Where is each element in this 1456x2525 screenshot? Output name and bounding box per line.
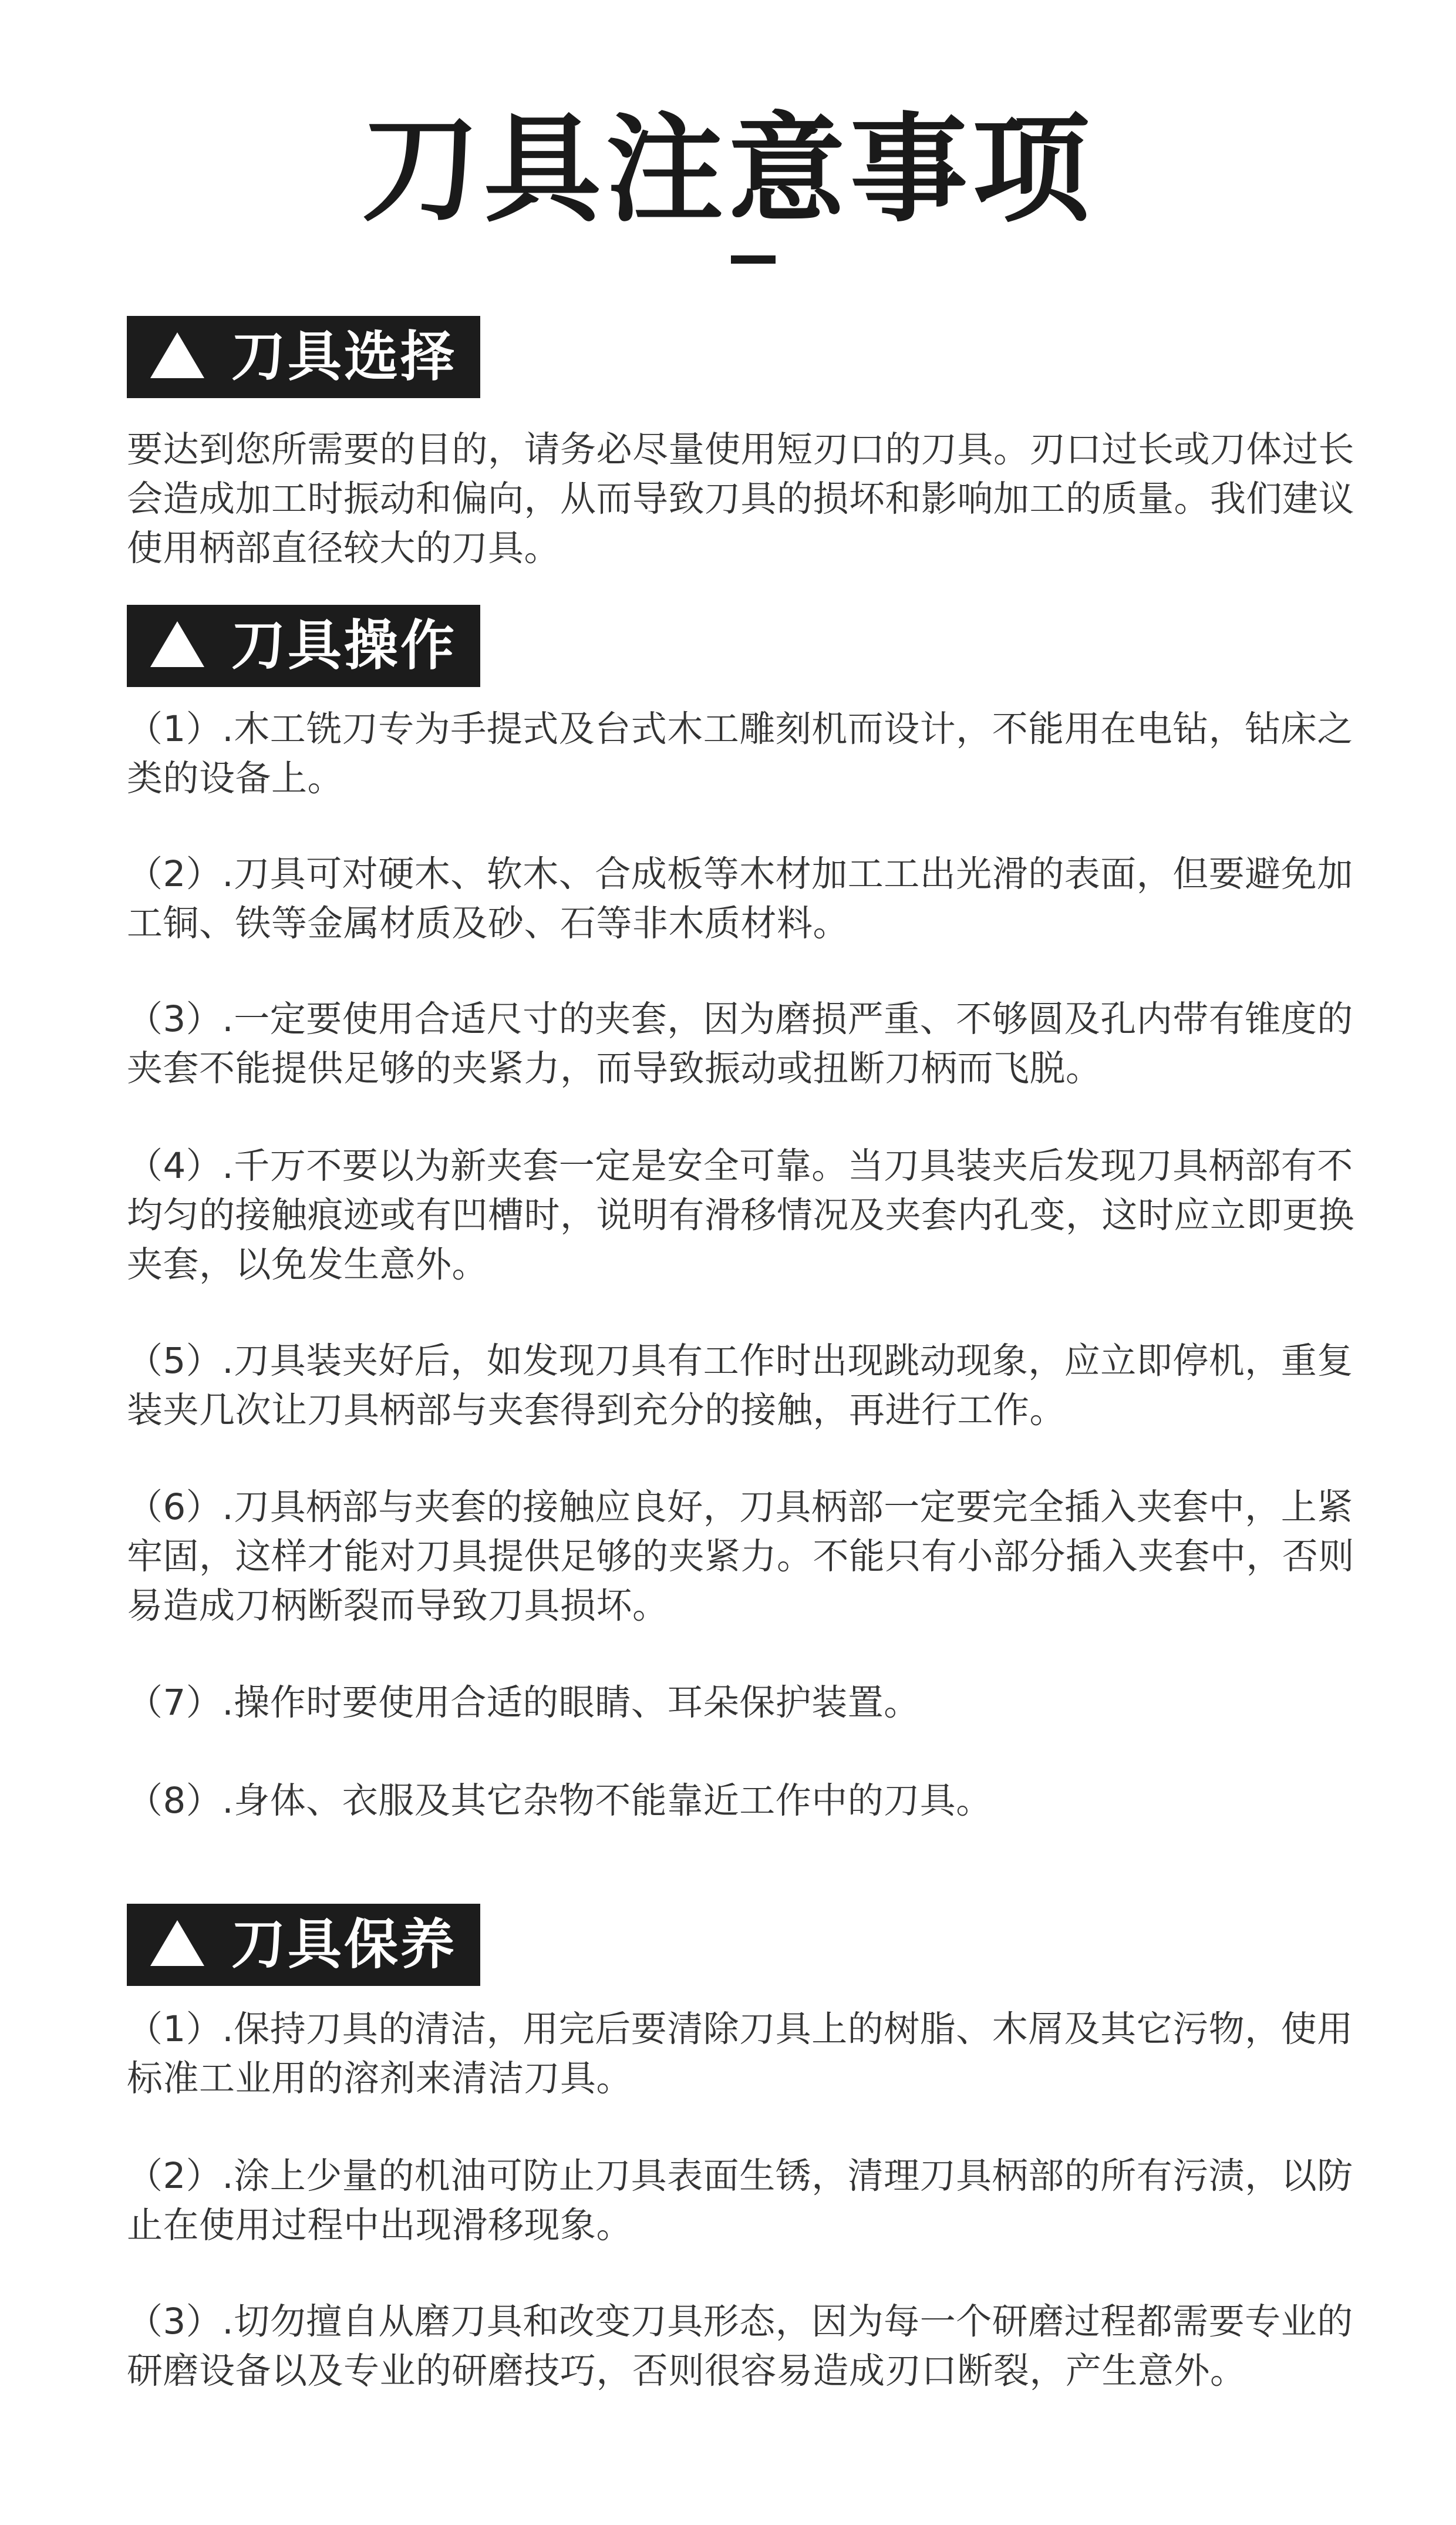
- list-item: （7）.操作时要使用合适的眼睛、耳朵保护装置。: [127, 1682, 920, 1723]
- list-item: （1）.保持刀具的清洁，用完后要清除刀具上的树脂、木屑及其它污物，使用标准工业用的溶剂来清洁刀具。: [127, 2008, 1353, 2099]
- section-heading: 刀具保养: [231, 1913, 457, 1976]
- section-paragraph: 要达到您所需要的目的，请务必尽量使用短刃口的刀具。刃口过长或刀体过长会造成加工时振动和偏向，从而导致刀具的损坏和影响加工的质量。我们建议使用柄部直径较大的刀具。: [127, 429, 1355, 569]
- triangle-icon: [150, 1920, 204, 1966]
- triangle-icon: [150, 621, 204, 667]
- list-item: （2）.刀具可对硬木、软木、合成板等木材加工工出光滑的表面，但要避免加工铜、铁等金属材质及砂、石等非木质材料。: [127, 853, 1353, 944]
- list-item: （5）.刀具装夹好后，如发现刀具有工作时出现跳动现象，应立即停机，重复装夹几次让刀具柄部与夹套得到充分的接触，再进行工作。: [127, 1340, 1353, 1431]
- section-heading: 刀具操作: [231, 614, 457, 677]
- section-header: [127, 1904, 480, 1986]
- list-item: （4）.千万不要以为新夹套一定是安全可靠。当刀具装夹后发现刀具柄部有不均匀的接触痕迹或有凹槽时，说明有滑移情况及夹套内孔变，这时应立即更换夹套，以免发生意外。: [127, 1145, 1355, 1285]
- section-tool-maintenance: [127, 1904, 1389, 1986]
- list-item: （2）.涂上少量的机油可防止刀具表面生锈，清理刀具柄部的所有污渍，以防止在使用过程中出现滑移现象。: [127, 2155, 1353, 2246]
- section-tool-operation: [127, 605, 1389, 687]
- title-underline: [731, 255, 776, 264]
- list-item: （6）.刀具柄部与夹套的接触应良好，刀具柄部一定要完全插入夹套中，上紧牢固，这样才能对刀具提供足够的夹紧力。不能只有小部分插入夹套中，否则易造成刀柄断裂而导致刀具损坏。: [127, 1486, 1355, 1627]
- list-item: （3）.一定要使用合适尺寸的夹套，因为磨损严重、不够圆及孔内带有锥度的夹套不能提供足够的夹紧力，而导致振动或扭断刀柄而飞脱。: [127, 998, 1353, 1089]
- page-title: 刀具注意事项: [361, 102, 1094, 238]
- list-item: （8）.身体、衣服及其它杂物不能靠近工作中的刀具。: [127, 1780, 992, 1822]
- list-item: （1）.木工铣刀专为手提式及台式木工雕刻机而设计，不能用在电钻，钻床之类的设备上。: [127, 708, 1353, 799]
- triangle-icon: [150, 332, 204, 378]
- section-tool-selection: [127, 316, 1389, 573]
- section-header: [127, 316, 480, 398]
- list-item: （3）.切勿擅自从磨刀具和改变刀具形态，因为每一个研磨过程都需要专业的研磨设备以及专业的研磨技巧，否则很容易造成刃口断裂，产生意外。: [127, 2301, 1353, 2392]
- section-header: [127, 605, 480, 687]
- section-heading: 刀具选择: [231, 325, 457, 388]
